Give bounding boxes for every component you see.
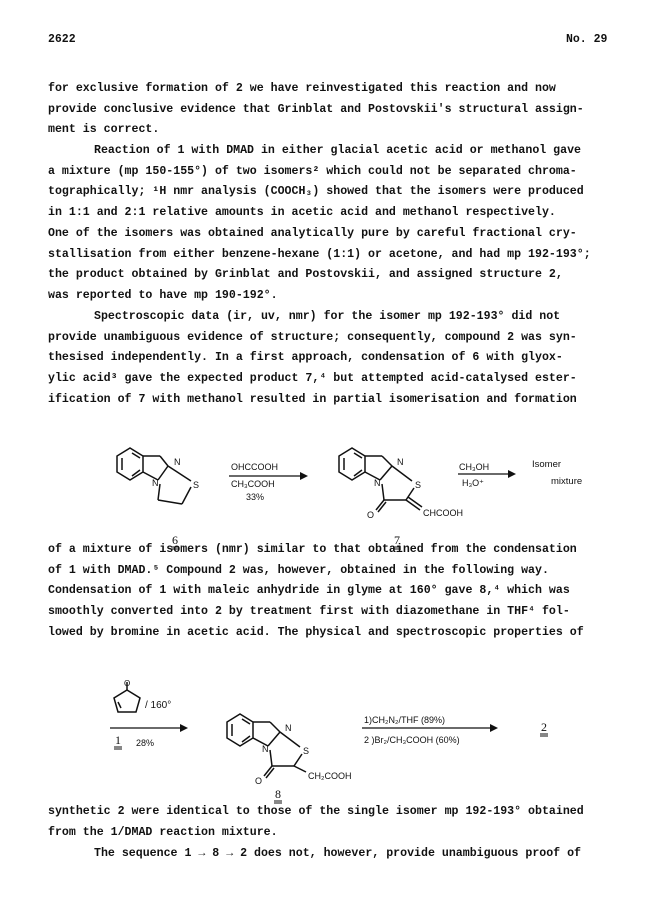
scheme-1-product-line1: Isomer	[532, 459, 562, 470]
paragraph-1: for exclusive formation of 2 we have reinvestigated this reaction and now provide conclusive evidence that Grinblat and Postovskii's structural assign- ment is correct.	[48, 82, 584, 137]
paragraph-4: of a mixture of isomers (nmr) similar to that obtained from the condensation of 1 with DMAD.⁵ Compound 2 was, however, obtained in the following way. Condensation of 1 with maleic anhydride in glyme at 160° gave 8,⁴ which was smoothly converted into 2 by treatment first with diazomethane in THF⁴ fol- lowed by bromine in acetic acid. The physical and spectroscopic properties of	[48, 543, 584, 639]
paragraph-5: synthetic 2 were identical to those of the single isomer mp 192-193° obtained from the 1/DMAD reaction mixture.	[48, 805, 584, 839]
paragraph-2: Reaction of 1 with DMAD in either glacial acetic acid or methanol gave a mixture (mp 150-155°) of two isomers² which could not be separated chroma- tographically; ¹H nmr analysis (COOCH₃) showed that the isomers were produced in 1:1 and 2:1 relative amounts in acetic acid and methanol respectively. One of the isomers was obtained analytically pure by careful fractional cry- stallisation from either benzene-hexane (1:1) or acetone, and had mp 192-193°; the product obtained by Grinblat and Postovskii, and assigned structure 2, was reported to have mp 190-192°.	[48, 144, 591, 302]
page-number: 2622	[48, 33, 76, 46]
scheme-1-conditions-top: CH₃OH	[459, 462, 490, 472]
scheme-1-reagent-bottom: CH₃COOH	[231, 479, 275, 489]
scheme-1-conditions-bottom: H₃O⁺	[462, 478, 484, 488]
maleic-anhydride-o: O	[124, 679, 131, 688]
scheme-2-yield: 28%	[136, 738, 155, 748]
label-compound-7: 7	[394, 533, 400, 547]
scheme-1-reagent-top: OHCCOOH	[231, 462, 278, 472]
compound-8-substituent: CH₂COOH	[308, 771, 352, 781]
scheme-2-start-label: 1	[115, 733, 121, 747]
compound-7-n-bottom: N	[374, 478, 381, 488]
issue-number: No. 29	[566, 33, 608, 46]
compound-6-n-bottom: N	[152, 478, 159, 488]
compound-7-n-top: N	[397, 457, 404, 467]
label-compound-8: 8	[275, 787, 281, 801]
compound-7-s: S	[415, 480, 422, 490]
compound-8-n-bottom: N	[262, 744, 269, 754]
scheme-2-reagent: / 160°	[145, 700, 172, 711]
scheme-1-product-line2: mixture	[551, 476, 583, 487]
paragraph-3: Spectroscopic data (ir, uv, nmr) for the isomer mp 192-193° did not provide unambiguous evidence of structure; consequently, compound 2 was syn- thesised independently. In a first approach, condensation of 6 with glyox- ylic acid³ gave the expected product 7,⁴ but attempted acid-catalysed ester- ification of 7 with methanol resulted in partial isomerisation and formation	[48, 310, 577, 406]
compound-7-substituent: CHCOOH	[423, 508, 463, 518]
scheme-1-yield: 33%	[246, 492, 265, 502]
compound-6-s: S	[193, 480, 200, 490]
compound-8-s: S	[303, 746, 310, 756]
label-compound-6: 6	[172, 533, 178, 547]
paragraph-6: The sequence 1 → 8 → 2 does not, however, provide unambiguous proof of	[94, 847, 582, 860]
compound-8-n-top: N	[285, 723, 292, 733]
compound-6-n-top: N	[174, 457, 181, 467]
scheme-2-step-2: 2 )Br₂/CH₃COOH (60%)	[364, 735, 460, 745]
scheme-2-step-1: 1)CH₂N₂/THF (89%)	[364, 715, 445, 725]
scheme-2-product-label: 2	[541, 720, 547, 734]
compound-7-o: O	[367, 510, 375, 520]
compound-8-o: O	[255, 776, 263, 786]
